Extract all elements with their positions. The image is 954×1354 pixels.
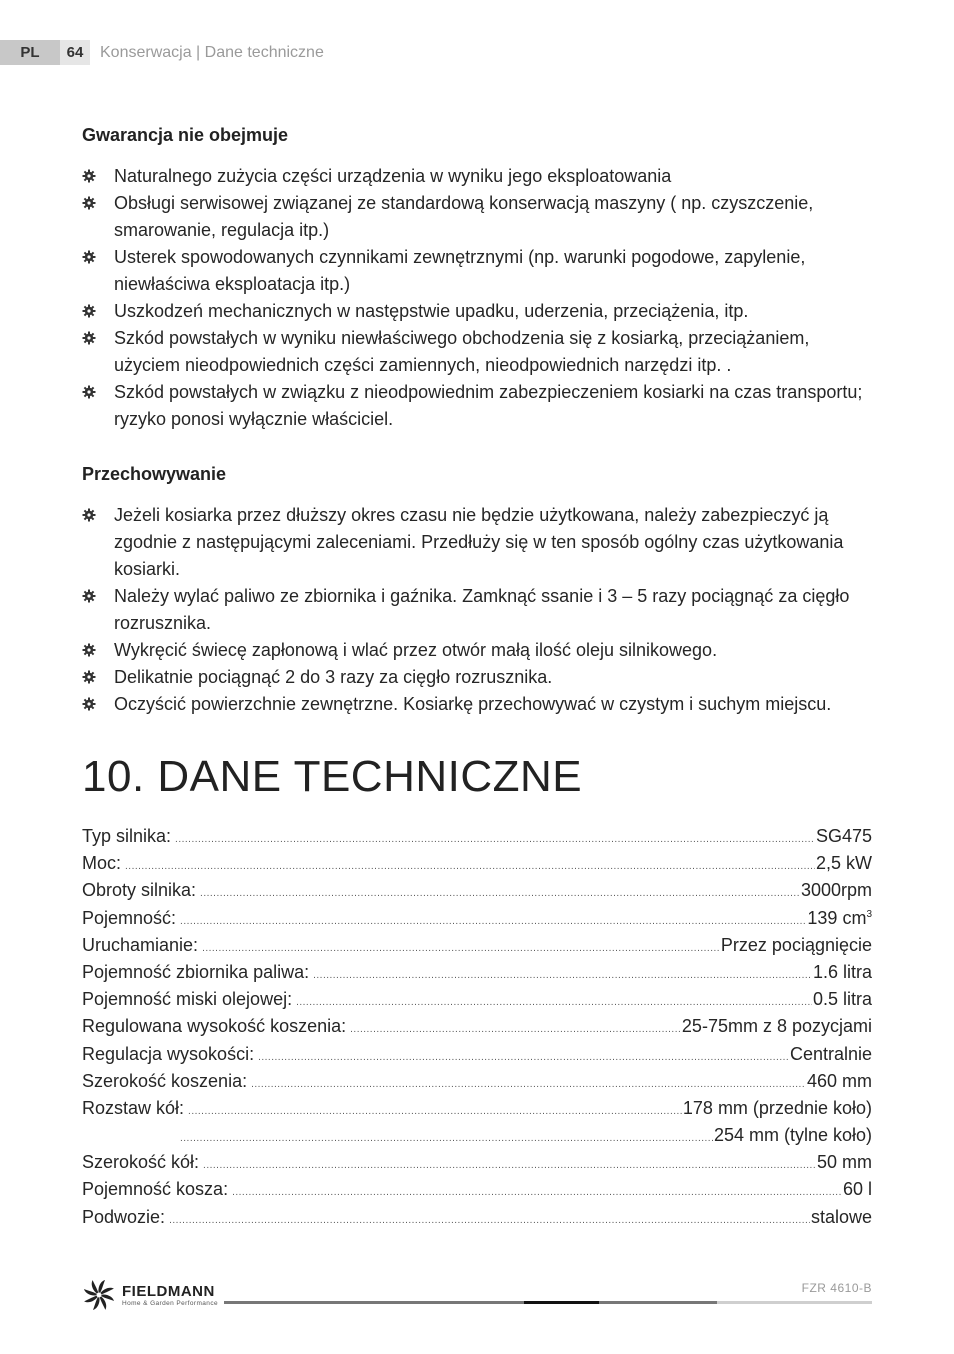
list-item-text: Naturalnego zużycia części urządzenia w wyniku jego eksploatowania [114,166,672,186]
spec-row [82,1071,872,1098]
list-item-text: Jeżeli kosiarka przez dłuższy okres czasu nie będzie użytkowana, należy zabezpieczyć ją zgodnie z następującymi zaleceniami. Przedłuży się w ten sposób ogólny czas użytkowania kosiarki. [114,505,844,579]
gear-bullet-icon [82,250,96,264]
gear-bullet-icon [82,643,96,657]
spec-row [82,1179,872,1206]
model-code: FZR 4610-B [801,1281,872,1295]
spec-row [82,1125,872,1152]
spec-row [82,989,872,1016]
footer-rule-right [717,1301,872,1304]
brand-name: FIELDMANN [122,1283,215,1300]
spec-row [82,935,872,962]
spec-label: Rozstaw kół: [82,1097,185,1118]
spec-row [82,853,872,880]
spec-value-text: 178 mm (przednie koło) [682,1097,872,1118]
spec-value [721,935,872,956]
list-item-text: Wykręcić świecę zapłonową i wlać przez otwór małą ilość oleju silnikowego. [114,640,718,660]
spec-value [682,1016,872,1037]
dot-leader [296,997,812,1008]
spec-value-text: Centralnie [789,1043,872,1064]
spec-value [807,908,872,929]
list-item [82,583,872,637]
spec-label: Pojemność kosza: [82,1179,229,1200]
dot-leader [169,1215,810,1226]
list-item [82,502,872,583]
spec-label: Uruchamianie: [82,934,199,955]
list-item-text: Usterek spowodowanych czynnikami zewnętrznymi (np. warunki pogodowe, zapylenie, niewłaściwa eksploatacja itp.) [114,247,806,294]
spec-value-text: 1.6 litra [812,961,872,982]
gear-bullet-icon [82,304,96,318]
gear-bullet-icon [82,385,96,399]
gear-bullet-icon [82,670,96,684]
warranty-title: Gwarancja nie obejmuje [82,125,289,145]
footer-rule-middle [599,1301,717,1304]
dot-leader [251,1079,806,1090]
spec-label: Szerokość kół: [82,1152,200,1173]
fan-logo-icon [82,1278,116,1312]
gear-bullet-icon [82,196,96,210]
list-item-text: Szkód powstałych w związku z nieodpowiednim zabezpieczeniem kosiarki na czas transportu; ryzyko ponosi wyłącznie właściciel. [114,382,863,429]
spec-label: Moc: [82,853,122,874]
spec-value [683,1098,872,1119]
spec-label: Typ silnika: [82,826,172,846]
spec-value-text: 2,5 kW [815,853,872,874]
dot-leader [203,1160,816,1171]
unit-superscript: 3 [866,908,872,920]
gear-bullet-icon [82,508,96,522]
spec-value-text: 0.5 litra [812,989,872,1010]
spec-value [811,1207,872,1228]
spec-value [813,962,872,983]
list-item-text: Należy wylać paliwo ze zbiornika i gaźnika. Zamknąć ssanie i 3 – 5 razy pociągnąć za cięgło rozrusznika. [114,586,850,633]
list-item [82,691,872,718]
spec-table [82,826,872,1234]
spec-label: Regulacja wysokości: [82,1043,255,1064]
spec-label: Szerokość koszenia: [82,1070,248,1091]
dot-leader [258,1052,789,1063]
spec-value [817,1152,872,1173]
dot-leader [180,916,806,927]
spec-label: Pojemność zbiornika paliwa: [82,961,310,982]
spec-value-text: Przez pociągnięcie [720,934,872,955]
spec-value [813,989,872,1010]
list-item-text: Uszkodzeń mechanicznych w następstwie upadku, uderzenia, przeciążenia, itp. [114,301,749,321]
spec-value-text: 139 cm [807,907,867,928]
storage-list [82,502,872,718]
spec-value-text: stalowe [810,1206,872,1227]
list-item [82,244,872,298]
spec-value-text: 460 mm [806,1070,872,1091]
list-item [82,163,872,190]
list-item [82,379,872,433]
language-label: PL [0,40,60,65]
tech-data-heading: 10. DANE TECHNICZNE [82,752,583,801]
dot-leader [350,1024,681,1035]
brand-logo [82,1278,218,1312]
spec-value-text: 3000rpm [800,880,872,901]
spec-value [816,826,872,847]
dot-leader [202,943,720,954]
list-item [82,637,872,664]
list-item-text: Szkód powstałych w wyniku niewłaściwego obchodzenia się z kosiarką, przeciążaniem, użyciem nieodpowiednich części zamiennych, nieodpowiednich narzędzi itp. . [114,328,810,375]
spec-value [801,880,872,901]
spec-row [82,826,872,853]
spec-label: Pojemność miski olejowej: [82,989,293,1010]
footer-rule-left [224,1301,524,1304]
list-item [82,325,872,379]
list-item [82,664,872,691]
brand-tagline: Home & Garden Performance [122,1300,218,1307]
dot-leader [313,970,812,981]
section-breadcrumb: Konserwacja | Dane techniczne [100,43,324,61]
page-header [0,40,324,65]
spec-value [790,1044,872,1065]
spec-value [843,1179,872,1200]
dot-leader [175,834,815,845]
spec-row [82,880,872,907]
list-item-text: Delikatnie pociągnąć 2 do 3 razy za cięgło rozrusznika. [114,667,553,687]
dot-leader [188,1106,682,1117]
warranty-list [82,163,872,433]
spec-label: Obroty silnika: [82,880,197,901]
gear-bullet-icon [82,169,96,183]
spec-value [816,853,872,874]
spec-label: Pojemność: [82,907,177,928]
spec-row [82,1044,872,1071]
list-item-text: Oczyścić powierzchnie zewnętrzne. Kosiarkę przechowywać w czystym i suchym miejscu. [114,694,832,714]
spec-row [82,908,872,935]
list-item [82,190,872,244]
spec-value-text: 25-75mm z 8 pozycjami [681,1016,872,1037]
list-item-text: Obsługi serwisowej związanej ze standardową konserwacją maszyny ( np. czyszczenie, smarowanie, regulacja itp.) [114,193,814,240]
dot-leader [232,1187,842,1198]
spec-row [82,962,872,989]
spec-row [82,1098,872,1125]
spec-row [82,1207,872,1234]
spec-label: Podwozie: [82,1206,166,1227]
spec-value-text: 60 l [842,1179,872,1200]
spec-row [82,1016,872,1043]
spec-value [807,1071,872,1092]
spec-value-text: SG475 [815,826,872,846]
spec-value [714,1125,872,1146]
gear-bullet-icon [82,331,96,345]
footer-rule-accent [524,1301,599,1304]
dot-leader [125,861,815,872]
page-number: 64 [60,40,90,65]
list-item [82,298,872,325]
storage-title: Przechowywanie [82,464,227,484]
spec-value-text: 50 mm [816,1152,872,1173]
gear-bullet-icon [82,589,96,603]
gear-bullet-icon [82,697,96,711]
spec-row [82,1152,872,1179]
spec-value-text: 254 mm (tylne koło) [713,1125,872,1146]
spec-label: Regulowana wysokość koszenia: [82,1016,347,1037]
dot-leader [200,888,800,899]
dot-leader [180,1133,713,1144]
